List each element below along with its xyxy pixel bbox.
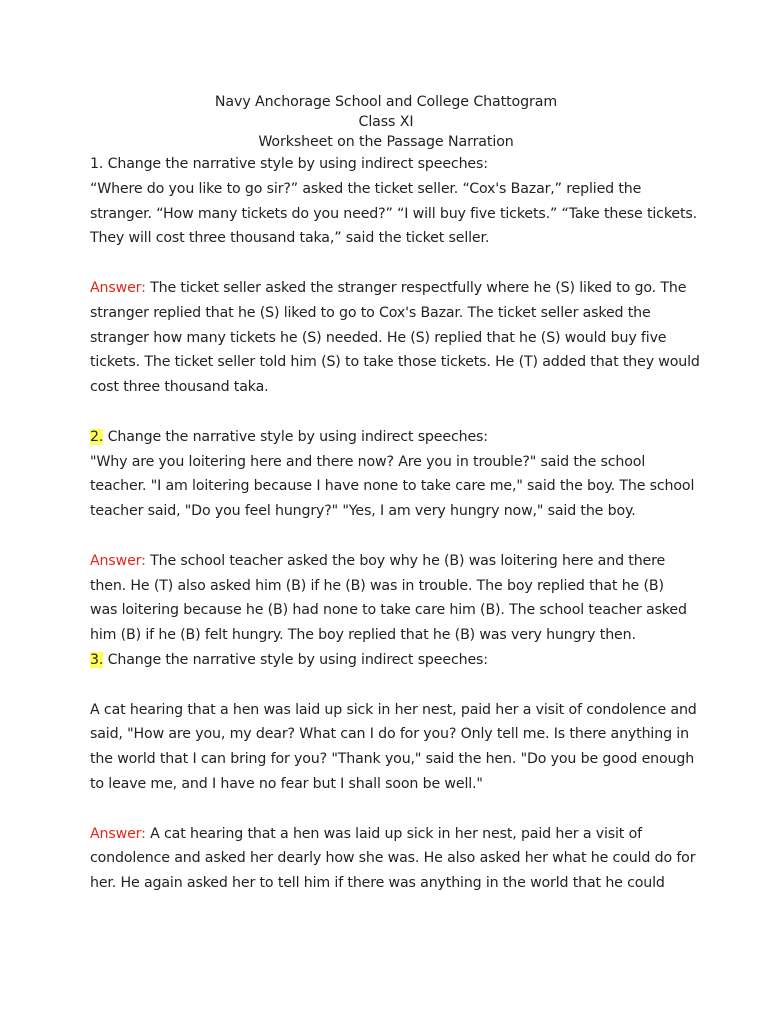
answer-1-line: stranger how many tickets he (S) needed. He (S) replied that he (S) would buy five (90, 329, 667, 346)
answer-3-line: condolence and asked her dearly how she was. He also asked her what he could do for (90, 850, 696, 867)
answer-1-line: stranger replied that he (S) liked to go to Cox's Bazar. The ticket seller asked the (90, 304, 651, 321)
question-1 (90, 152, 697, 251)
answer-1-label: Answer: (90, 279, 146, 296)
answer-3-label: Answer: (90, 825, 146, 842)
paragraph-gap (90, 673, 682, 698)
answer-2-label: Answer: (90, 552, 146, 569)
answer-1-line: The ticket seller asked the stranger respectfully where he (S) liked to go. The (145, 279, 687, 296)
class-name: Class XI (358, 114, 414, 130)
worksheet-body (90, 152, 700, 896)
paragraph-gap (90, 251, 682, 276)
question-2-instruction: Change the narrative style by using indirect speeches: (103, 428, 488, 445)
question-1-instruction: 1. Change the narrative style by using indirect speeches: (90, 156, 488, 172)
answer-2-line: The school teacher asked the boy why he (B) was loitering here and there (145, 552, 666, 569)
answer-1-line: tickets. The ticket seller told him (S) to take those tickets. He (T) added that they would (90, 354, 700, 371)
answer-2-line: him (B) if he (B) felt hungry. The boy replied that he (B) was very hungry then. (90, 627, 636, 644)
worksheet-header (90, 92, 682, 152)
answer-2-line: then. He (T) also asked him (B) if he (B) was in trouble. The boy replied that he (B) (90, 577, 664, 594)
paragraph-gap (90, 400, 682, 425)
school-name: Navy Anchorage School and College Chattogram (214, 94, 558, 110)
question-3-passage-line: A cat hearing that a hen was laid up sick in her nest, paid her a visit of condolence and (90, 701, 697, 718)
answer-1-line: cost three thousand taka. (90, 379, 269, 396)
paragraph-gap (90, 524, 682, 549)
question-1-passage-line: stranger. “How many tickets do you need?” “I will buy five tickets.” “Take these tickets. (90, 205, 697, 222)
question-2 (90, 425, 695, 524)
answer-2 (90, 549, 687, 648)
worksheet-title: Worksheet on the Passage Narration (258, 134, 514, 150)
answer-3-line: her. He again asked her to tell him if there was anything in the world that he could (90, 875, 665, 892)
question-2-passage-line: teacher said, "Do you feel hungry?" "Yes, I am very hungry now," said the boy. (90, 503, 636, 520)
question-3-passage-line: the world that I can bring for you? "Thank you," said the hen. "Do you be good enough (90, 751, 695, 768)
answer-2-line: was loitering because he (B) had none to take care him (B). The school teacher asked (90, 602, 687, 619)
question-3 (90, 648, 697, 797)
question-3-number: 3. (90, 651, 104, 668)
question-1-passage-line: “Where do you like to go sir?” asked the ticket seller. “Cox's Bazar,” replied the (90, 180, 642, 197)
question-1-passage-line: They will cost three thousand taka,” said the ticket seller. (90, 230, 490, 247)
question-2-passage-line: teacher. "I am loitering because I have none to take care me," said the boy. The school (90, 478, 695, 495)
answer-1 (90, 276, 700, 400)
answer-3-line: A cat hearing that a hen was laid up sick in her nest, paid her a visit of (145, 825, 642, 842)
paragraph-gap (90, 797, 682, 822)
question-3-instruction: Change the narrative style by using indirect speeches: (103, 651, 488, 668)
answer-3 (90, 822, 696, 896)
question-3-passage-line: said, "How are you, my dear? What can I do for you? Only tell me. Is there anything in (90, 726, 689, 743)
question-3-passage-line: to leave me, and I have no fear but I shall soon be well." (90, 775, 483, 792)
question-2-passage-line: "Why are you loitering here and there now? Are you in trouble?" said the school (90, 453, 646, 470)
question-2-number: 2. (90, 428, 104, 445)
